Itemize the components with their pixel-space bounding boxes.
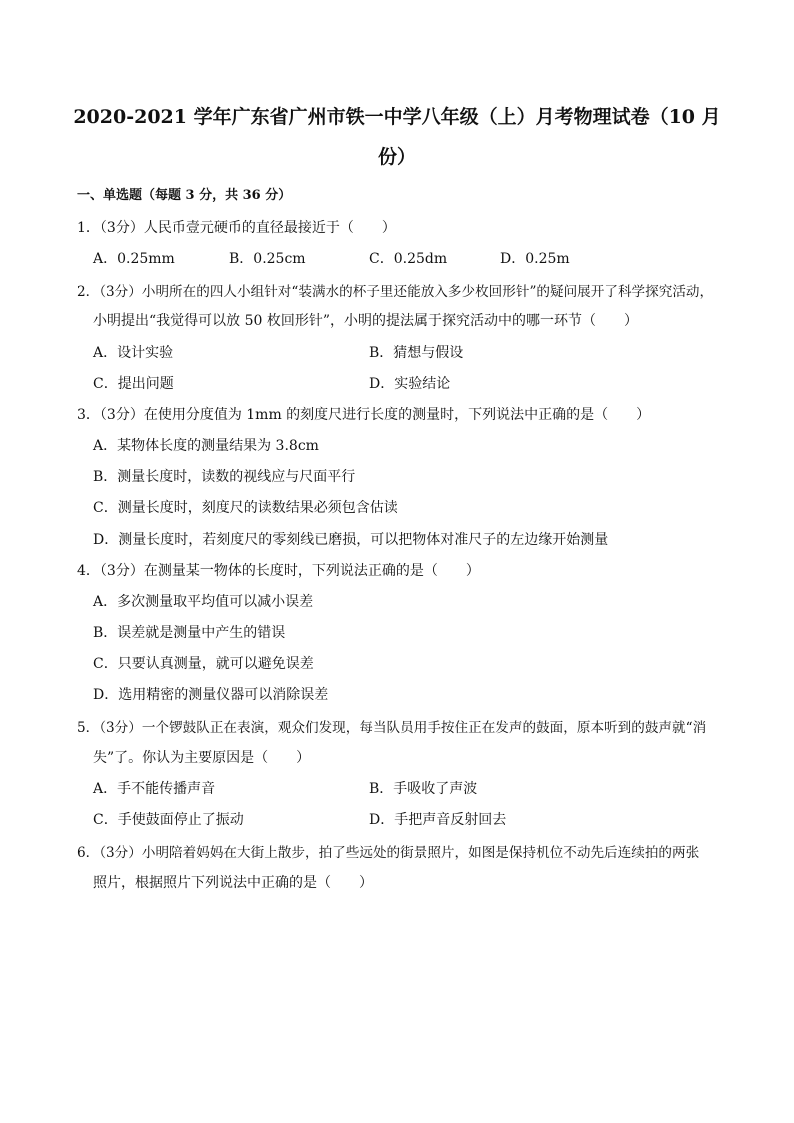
question-4-option-b: B．误差就是测量中产生的错误 <box>93 625 286 641</box>
question-4-option-c: C．只要认真测量，就可以避免误差 <box>93 656 314 672</box>
question-3-option-c: C．测量长度时，刻度尺的读数结果必须包含估读 <box>93 500 398 516</box>
exam-title <box>60 97 734 177</box>
question-2-stem-line-2: 小明提出“我觉得可以放 50 枚回形针”，小明的提法属于探究活动中的哪一环节（ ） <box>93 313 639 329</box>
question-1-option-d: D．0.25m <box>500 251 570 267</box>
question-3-option-d: D．测量长度时，若刻度尺的零刻线已磨损，可以把物体对准尺子的左边缘开始测量 <box>93 532 609 548</box>
exam-title-line-1: 2020-2021 学年广东省广州市铁一中学八年级（上）月考物理试卷（10 月 <box>73 106 721 128</box>
question-5-option-d: D．手把声音反射回去 <box>369 812 507 828</box>
question-2-option-a: A．设计实验 <box>93 345 174 361</box>
question-5-option-a: A．手不能传播声音 <box>93 781 216 797</box>
section-heading: 一、单选题（每题 3 分，共 36 分） <box>77 188 292 203</box>
question-2-option-d: D．实验结论 <box>369 376 451 392</box>
question-4-stem: 4．（3分）在测量某一物体的长度时，下列说法正确的是（ ） <box>77 563 480 579</box>
question-6-stem-line-2: 照片，根据照片下列说法中正确的是（ ） <box>93 875 373 891</box>
question-4-option-d: D．选用精密的测量仪器可以消除误差 <box>93 687 329 703</box>
question-5-option-b: B．手吸收了声波 <box>369 781 478 797</box>
question-2-option-c: C．提出问题 <box>93 376 174 392</box>
question-2-option-b: B．猜想与假设 <box>369 345 464 361</box>
question-5-stem-line-1: 5．（3分）一个锣鼓队正在表演，观众们发现，每当队员用手按住正在发声的鼓面，原本听到的鼓声就“消 <box>77 720 707 736</box>
question-3-option-a: A．某物体长度的测量结果为 3.8cm <box>93 438 319 454</box>
question-1-option-c: C．0.25dm <box>369 251 448 267</box>
question-5-stem-line-2: 失”了。你认为主要原因是（ ） <box>93 750 311 766</box>
question-3-option-b: B．测量长度时，读数的视线应与尺面平行 <box>93 469 356 485</box>
question-1-stem: 1．（3分）人民币壹元硬币的直径最接近于（ ） <box>77 220 396 236</box>
question-3-stem: 3．（3分）在使用分度值为 1mm 的刻度尺进行长度的测量时，下列说法中正确的是（ ） <box>77 407 651 423</box>
question-1-option-a: A．0.25mm <box>93 251 175 267</box>
exam-title-line-2: 份） <box>377 146 416 168</box>
question-6-stem-line-1: 6．（3分）小明陪着妈妈在大街上散步，拍了些远处的街景照片，如图是保持机位不动先后连续拍的两张 <box>77 845 700 861</box>
question-1-option-b: B．0.25cm <box>229 251 306 267</box>
question-2-stem-line-1: 2．（3分）小明所在的四人小组针对“装满水的杯子里还能放入多少枚回形针”的疑问展开了科学探究活动， <box>77 284 714 300</box>
question-4-option-a: A．多次测量取平均值可以减小误差 <box>93 594 314 610</box>
question-5-option-c: C．手使鼓面停止了振动 <box>93 812 244 828</box>
